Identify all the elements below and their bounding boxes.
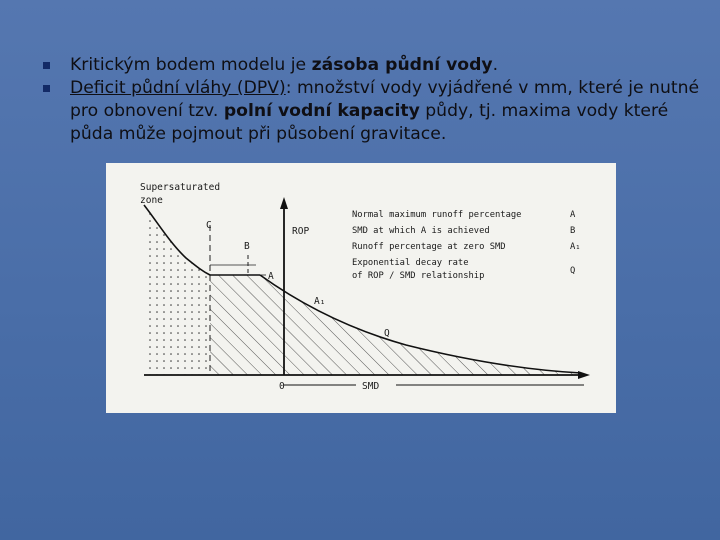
- point-label-c: C: [206, 220, 212, 231]
- legend-symbol: B: [570, 226, 576, 236]
- rop-smd-diagram: [106, 163, 616, 413]
- point-label-b: B: [244, 241, 250, 252]
- runoff-region: [210, 275, 581, 375]
- supersaturated-zone: [144, 205, 210, 375]
- y-axis-arrow: [280, 197, 288, 209]
- bullet-marker: [43, 85, 50, 92]
- origin-label: 0: [279, 381, 285, 392]
- legend-symbol: A: [570, 210, 576, 220]
- bullet-bold-text: polní vodní kapacity: [223, 101, 420, 121]
- legend-symbol: A₁: [570, 242, 581, 252]
- bullet-bold-text: zásoba půdní vody: [311, 55, 493, 75]
- legend-text: of ROP / SMD relationship: [352, 271, 485, 281]
- bullet-item-2: [40, 77, 700, 146]
- legend: [352, 210, 581, 281]
- point-label-a1: A₁: [314, 296, 326, 307]
- rop-smd-figure: [106, 163, 616, 413]
- legend-text: SMD at which A is achieved: [352, 226, 490, 236]
- legend-text: Exponential decay rate: [352, 258, 469, 268]
- x-axis-arrow: [578, 371, 590, 379]
- legend-text: Normal maximum runoff percentage: [352, 210, 522, 220]
- zone-label-line-2: zone: [140, 195, 163, 206]
- x-axis-label: SMD: [362, 381, 380, 392]
- zone-label-line-1: Supersaturated: [140, 182, 221, 193]
- point-label-a: A: [268, 271, 274, 282]
- bullet-marker: [43, 62, 50, 69]
- point-label-q: Q: [384, 328, 390, 339]
- legend-symbol: Q: [570, 266, 576, 276]
- bullet-text: Kritickým bodem modelu je: [70, 55, 312, 75]
- bullet-text: půdy, tj. maxima vody které půda může pojmout při působení gravitace.: [70, 101, 669, 144]
- bullet-link[interactable]: Deficit půdní vláhy (DPV): [70, 78, 286, 98]
- bullet-item-1: [40, 54, 700, 77]
- bullet-text: .: [492, 55, 499, 75]
- bullet-list: [40, 54, 700, 146]
- bullet-text: : množství vody vyjádřené v mm, které je nutné pro obnovení tzv.: [70, 78, 700, 121]
- y-axis-label: ROP: [292, 226, 310, 237]
- legend-text: Runoff percentage at zero SMD: [352, 242, 506, 252]
